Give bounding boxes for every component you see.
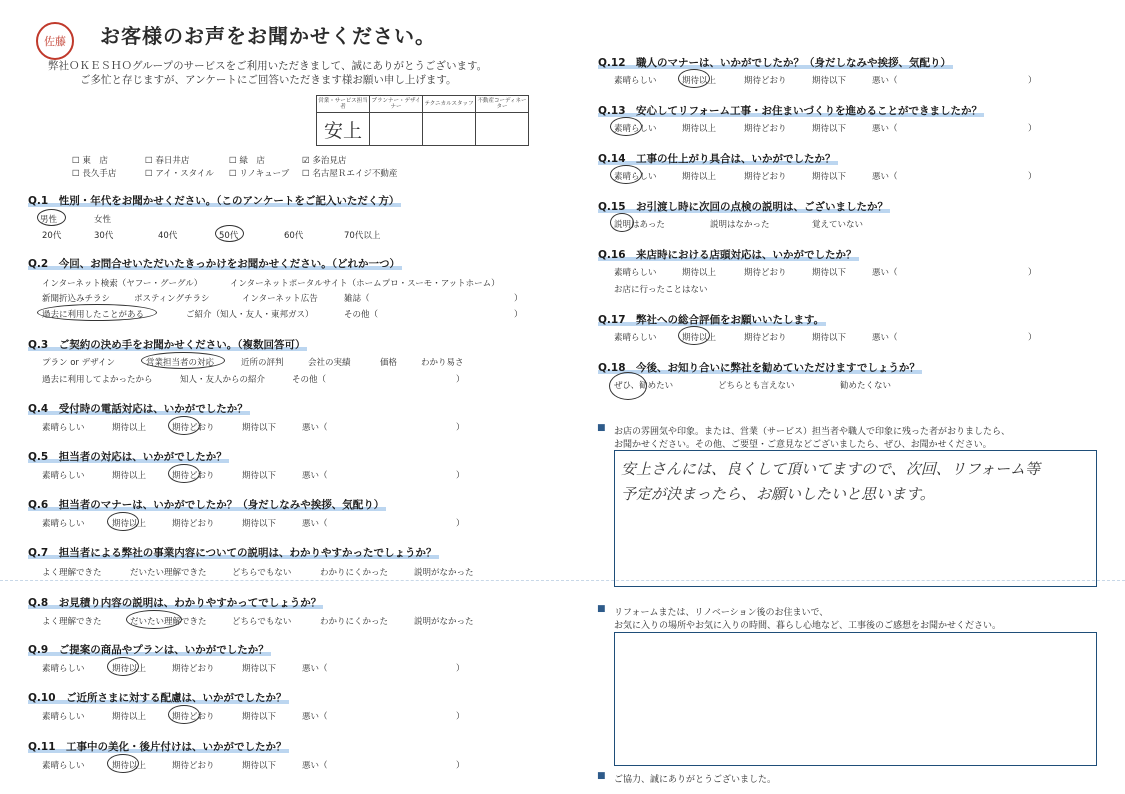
option[interactable]: 過去に利用したことがある: [42, 310, 145, 320]
option[interactable]: だいたい理解できた: [130, 617, 207, 627]
option[interactable]: 素晴らしい: [614, 76, 657, 86]
option[interactable]: 期待以上: [682, 172, 717, 182]
option[interactable]: 期待以上: [112, 761, 147, 771]
option[interactable]: 説明はなかった: [710, 220, 770, 230]
option[interactable]: だいたい理解できた: [130, 568, 207, 578]
option[interactable]: 期待以下: [242, 471, 277, 481]
option[interactable]: お店に行ったことはない: [614, 285, 708, 295]
store-checkbox[interactable]: ☐ リノキューブ: [229, 169, 290, 179]
option[interactable]: 女性: [94, 215, 112, 225]
square-bullet-icon: ■: [597, 423, 606, 433]
comment2-prompt-line1: リフォームまたは、リノベーション後のお住まいで、: [614, 608, 829, 618]
option[interactable]: 悪い（: [302, 519, 328, 529]
question-q14: Q.14 工事の仕上がり具合は、いかがでしたか？: [598, 153, 836, 165]
option[interactable]: 勧めたくない: [840, 381, 892, 391]
option[interactable]: 過去に利用してよかったから: [42, 375, 153, 385]
option[interactable]: 素晴らしい: [614, 333, 657, 343]
option: ）: [456, 519, 465, 529]
option[interactable]: 期待どおり: [172, 761, 215, 771]
answer-circle: [168, 464, 200, 483]
question-q6: Q.6 担当者のマナーは、いかがでしたか？（身だしなみや挨拶、気配り）: [28, 499, 385, 511]
option[interactable]: 期待以下: [242, 761, 277, 771]
store-checkbox[interactable]: ☐ 名古屋Ｒエイジ不動産: [302, 169, 398, 179]
comment1-prompt-line2: お聞かせください。その他、ご要望・ご意見などございましたら、ぜひ、お聞かせください。: [614, 440, 992, 450]
option[interactable]: 素晴らしい: [42, 712, 85, 722]
option[interactable]: 期待以下: [812, 124, 847, 134]
seal-stamp: 佐藤: [36, 22, 74, 60]
option[interactable]: 期待以上: [112, 664, 147, 674]
option[interactable]: 期待以下: [242, 423, 277, 433]
option[interactable]: 期待どおり: [744, 124, 787, 134]
option[interactable]: 悪い（: [302, 712, 328, 722]
option[interactable]: どちらとも言えない: [718, 381, 795, 391]
option[interactable]: 50代: [219, 231, 239, 241]
option[interactable]: 期待以上: [112, 423, 147, 433]
option[interactable]: 素晴らしい: [614, 172, 657, 182]
store-checkbox[interactable]: ☐ アイ・スタイル: [145, 169, 214, 179]
staff-table: [316, 95, 529, 146]
comment2-prompt-line2: お気に入りの場所やお気に入りの時間、暮らし心地など、工事後のご感想をお聞かせください。: [614, 621, 1002, 631]
answer-circle: [37, 304, 157, 321]
option[interactable]: 期待以下: [242, 712, 277, 722]
option[interactable]: 悪い（: [302, 423, 328, 433]
option[interactable]: インターネット検索（ヤフー・グーグル）: [42, 279, 203, 289]
option[interactable]: ご紹介（知人・友人・東邦ガス）: [186, 310, 314, 320]
option[interactable]: 60代: [284, 231, 304, 241]
question-q2: Q.2 今回、お問合せいただいたきっかけをお聞かせください。（どれか一つ）: [28, 258, 400, 270]
option[interactable]: 悪い（: [302, 664, 328, 674]
intro-line-2: ご多忙と存じますが、アンケートにご回答いただきます様お願い申し上げます。: [80, 74, 457, 86]
option[interactable]: 説明がなかった: [414, 617, 474, 627]
option: ）: [456, 664, 465, 674]
answer-circle: [107, 512, 139, 531]
answer-circle: [37, 209, 66, 226]
comment1-handwriting-line2: 予定が決まったら、お願いしたいと思います。: [621, 485, 935, 503]
option[interactable]: ぜひ、勧めたい: [614, 381, 674, 391]
option: ）: [456, 471, 465, 481]
option[interactable]: 悪い（: [872, 268, 898, 278]
question-q4: Q.4 受付時の電話対応は、いかがでしたか？: [28, 403, 248, 415]
question-q13: Q.13 安心してリフォーム工事・お住まいづくりを進めることができましたか？: [598, 105, 983, 117]
question-q5: Q.5 担当者の対応は、いかがでしたか？: [28, 451, 227, 463]
option[interactable]: 近所の評判: [241, 358, 284, 368]
comment1-handwriting-line1: 安上さんには、良くして頂いてますので、次回、リフォーム等: [621, 460, 1040, 478]
store-checkbox[interactable]: ☐ 東 店: [72, 156, 108, 166]
question-q11: Q.11 工事中の美化・後片付けは、いかがでしたか？: [28, 741, 287, 753]
option[interactable]: 期待以下: [242, 664, 277, 674]
option[interactable]: 期待以上: [682, 76, 717, 86]
option[interactable]: わかりにくかった: [320, 568, 389, 578]
option[interactable]: 悪い（: [302, 761, 328, 771]
option[interactable]: 素晴らしい: [42, 761, 85, 771]
option[interactable]: 期待どおり: [172, 423, 215, 433]
answer-circle: [126, 610, 182, 629]
option[interactable]: よく理解できた: [42, 568, 102, 578]
option: ）: [514, 294, 523, 304]
staff-value-realestate[interactable]: [476, 113, 529, 146]
option: ）: [456, 423, 465, 433]
staff-value-sales[interactable]: 安上: [317, 113, 370, 146]
option[interactable]: 悪い（: [302, 471, 328, 481]
option[interactable]: 期待どおり: [172, 519, 215, 529]
answer-circle: [610, 165, 642, 184]
staff-header-technical: テクニカルスタッフ: [423, 96, 476, 113]
option: ）: [1028, 268, 1037, 278]
option: ）: [456, 712, 465, 722]
comment2-textarea[interactable]: [614, 632, 1097, 766]
option[interactable]: 30代: [94, 231, 114, 241]
option[interactable]: その他（: [344, 310, 379, 320]
answer-circle: [678, 69, 710, 88]
option[interactable]: 期待どおり: [744, 76, 787, 86]
option[interactable]: 期待以下: [812, 76, 847, 86]
square-bullet-icon: ■: [597, 771, 606, 781]
option[interactable]: 営業担当者の対応: [146, 358, 215, 368]
option[interactable]: プラン or デザイン: [42, 358, 116, 368]
option[interactable]: 素晴らしい: [42, 471, 85, 481]
option[interactable]: その他（: [292, 375, 327, 385]
option[interactable]: 素晴らしい: [42, 423, 85, 433]
option[interactable]: 期待どおり: [744, 172, 787, 182]
question-q15: Q.15 お引渡し時に次回の点検の説明は、ございましたか？: [598, 201, 889, 213]
option[interactable]: わかり易さ: [421, 358, 464, 368]
option[interactable]: 期待どおり: [744, 268, 787, 278]
option[interactable]: 男性: [40, 215, 58, 225]
option[interactable]: 説明はあった: [614, 220, 665, 230]
option[interactable]: インターネット広告: [242, 294, 318, 304]
answer-circle: [610, 213, 634, 232]
option[interactable]: 期待どおり: [744, 333, 787, 343]
option: ）: [514, 310, 523, 320]
option[interactable]: 期待どおり: [172, 712, 215, 722]
option[interactable]: 悪い（: [872, 76, 898, 86]
question-q12: Q.12 職人のマナーは、いかがでしたか？（身だしなみや挨拶、気配り）: [598, 57, 952, 69]
option[interactable]: 素晴らしい: [614, 268, 657, 278]
option[interactable]: 期待以上: [112, 471, 147, 481]
question-q17: Q.17 弊社への総合評価をお願いいたします。: [598, 314, 825, 326]
comment1-textarea[interactable]: [614, 450, 1097, 587]
question-q10: Q.10 ご近所さまに対する配慮は、いかがでしたか？: [28, 692, 287, 704]
intro-line-1: 弊社ＯＫＥＳＨＯグループのサービスをご利用いただきまして、誠にありがとうございます。: [48, 60, 488, 72]
option[interactable]: 価格: [380, 358, 398, 368]
option[interactable]: わかりにくかった: [320, 617, 389, 627]
option[interactable]: 40代: [158, 231, 178, 241]
staff-header-sales: 営業・サービス担当者: [317, 96, 370, 113]
question-q7: Q.7 担当者による弊社の事業内容についての説明は、わかりやすかったでしょうか？: [28, 547, 437, 559]
store-checkbox[interactable]: ☐ 春日井店: [145, 156, 190, 166]
answer-circle: [168, 705, 200, 724]
question-q3: Q.3 ご契約の決め手をお聞かせください。（複数回答可）: [28, 339, 306, 351]
option[interactable]: 期待以下: [812, 172, 847, 182]
option[interactable]: 期待どおり: [172, 471, 215, 481]
option[interactable]: 期待以下: [812, 268, 847, 278]
option[interactable]: どちらでもない: [232, 568, 292, 578]
question-q8: Q.8 お見積り内容の説明は、わかりやすかってでしょうか？: [28, 597, 322, 609]
answer-circle: [610, 117, 642, 136]
option[interactable]: 期待以下: [242, 519, 277, 529]
option[interactable]: 期待以下: [812, 333, 847, 343]
footer-thanks: ご協力、誠にありがとうございました。: [614, 775, 777, 785]
option: ）: [1028, 172, 1037, 182]
option[interactable]: 期待以上: [682, 333, 717, 343]
option[interactable]: 説明がなかった: [414, 568, 474, 578]
option: ）: [1028, 76, 1037, 86]
question-q1: Q.1 性別・年代をお聞かせください。（このアンケートをご記入いただく方）: [28, 195, 400, 207]
option[interactable]: 素晴らしい: [614, 124, 657, 134]
answer-circle: [107, 657, 139, 676]
option[interactable]: 知人・友人からの紹介: [180, 375, 266, 385]
answer-circle: [678, 326, 710, 345]
option: ）: [1028, 124, 1037, 134]
option[interactable]: インターネットポータルサイト（ホームプロ・スーモ・アットホーム）: [230, 279, 500, 289]
option[interactable]: 70代以上: [344, 231, 381, 241]
option[interactable]: 期待どおり: [172, 664, 215, 674]
option[interactable]: 会社の実績: [308, 358, 351, 368]
store-checkbox[interactable]: ☐ 長久手店: [72, 169, 117, 179]
option[interactable]: 素晴らしい: [42, 664, 85, 674]
option[interactable]: 覚えていない: [812, 220, 864, 230]
store-checkbox-checked[interactable]: ☑ 多治見店: [302, 156, 347, 166]
staff-value-technical[interactable]: [423, 113, 476, 146]
option[interactable]: 悪い（: [872, 124, 898, 134]
option[interactable]: 新聞折込みチラシ: [42, 294, 111, 304]
square-bullet-icon: ■: [597, 604, 606, 614]
option: ）: [456, 375, 465, 385]
answer-circle: [141, 352, 225, 369]
answer-circle: [107, 754, 139, 773]
option[interactable]: 期待以上: [112, 519, 147, 529]
option[interactable]: ポスティングチラシ: [134, 294, 210, 304]
option[interactable]: 期待以上: [682, 124, 717, 134]
answer-circle: [168, 416, 200, 435]
question-q9: Q.9 ご提案の商品やプランは、いかがでしたか？: [28, 644, 269, 656]
staff-value-planner[interactable]: [370, 113, 423, 146]
option[interactable]: 雑誌（: [344, 294, 370, 304]
option[interactable]: 素晴らしい: [42, 519, 85, 529]
option[interactable]: どちらでもない: [232, 617, 292, 627]
option: ）: [456, 761, 465, 771]
staff-header-planner: プランナー・デザイナー: [370, 96, 423, 113]
page-title: お客様のお声をお聞かせください。: [100, 24, 436, 48]
option[interactable]: 悪い（: [872, 333, 898, 343]
option[interactable]: 悪い（: [872, 172, 898, 182]
store-checkbox[interactable]: ☐ 緑 店: [229, 156, 265, 166]
answer-circle: [609, 372, 647, 400]
option[interactable]: よく理解できた: [42, 617, 102, 627]
question-q18: Q.18 今後、お知り合いに弊社を勧めていただけますでしょうか？: [598, 362, 920, 374]
answer-circle: [215, 225, 244, 242]
comment1-prompt-line1: お店の雰囲気や印象。または、営業（サービス）担当者や職人で印象に残った者がおりましたら、: [614, 427, 1011, 437]
option[interactable]: 期待以上: [112, 712, 147, 722]
option: ）: [1028, 333, 1037, 343]
option[interactable]: 期待以上: [682, 268, 717, 278]
option[interactable]: 20代: [42, 231, 62, 241]
question-q16: Q.16 来店時における店頭対応は、いかがでしたか？: [598, 249, 857, 261]
staff-header-realestate: 不動産コーディネーター: [476, 96, 529, 113]
